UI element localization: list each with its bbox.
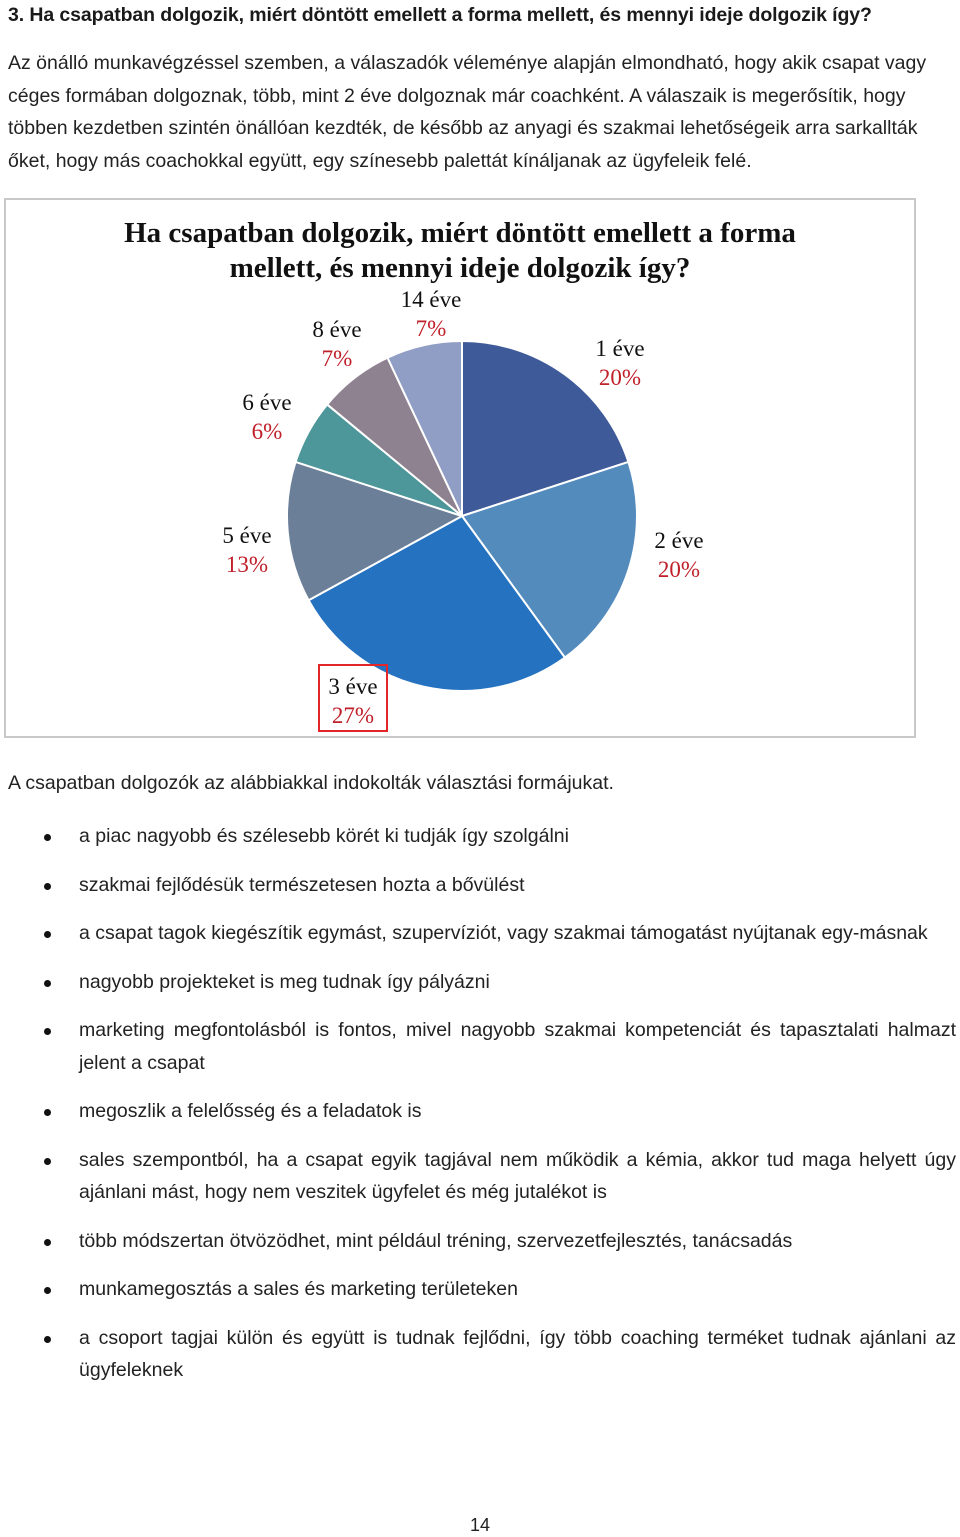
slice-label: 2 éve [654,528,704,553]
pie-slices [287,341,637,691]
pie-chart-panel [4,198,916,738]
list-item [0,1144,960,1209]
list-item-text: több módszertan ötvözödhet, mint például tréning, szervezetfejlesztés, tanácsadás [79,1229,793,1252]
list-item [0,966,960,999]
section-heading: 3. Ha csapatban dolgozik, miért döntött emellett a forma mellett, és mennyi ideje dolgozik így? [8,4,872,26]
list-item-text: munkamegosztás a sales és marketing területeken [79,1278,518,1300]
bullet-icon [44,931,51,938]
slice-label: 14 éve [400,287,462,312]
list-item-text: a csapat tagok kiegészítik egymást, szupervíziót, vagy szakmai támogatást nyújtanak egy-másnak [79,922,928,944]
list-item [0,1225,960,1258]
list-item-text: szakmai fejlődésük természetesen hozta a bővülést [79,873,525,896]
bullet-icon [44,1239,51,1246]
slice-percent-label: 7% [321,346,353,371]
list-item-text: marketing megfontolásból is fontos, mivel nagyobb szakmai kompetenciát és tapasztalati halmazt jelent a csapat [79,1019,956,1074]
bullet-icon [44,834,51,841]
slice-label: 1 éve [595,336,645,361]
bullet-icon [44,883,51,890]
list-item [0,820,960,853]
list-item-text: megoszlik a felelősség és a feladatok is [79,1100,422,1122]
slice-label: 5 éve [222,523,272,548]
intro-paragraph: Az önálló munkavégzéssel szemben, a válaszadók véleménye alapján elmondható, hogy akik csapat vagy céges formában dolgoznak, több, mint 2 éve dolgoznak már coachként. A válaszaik is megerősítik, hogy többen kezdetben szintén önállóan kezdték, de később az anyagi és szakmai lehetőségeik arra sarkallták őket, hogy más coachokkal együtt, egy színesebb palettát kínáljanak az ügyfeleik felé. [8,52,927,172]
slice-label: 8 éve [312,317,362,342]
pie-chart [6,200,914,736]
list-item [0,1273,960,1306]
bullet-icon [44,1287,51,1294]
list-item [0,1095,960,1128]
list-item [0,1014,960,1079]
slice-percent-label: 20% [657,557,701,582]
list-item [0,917,960,950]
slice-percent-label: 20% [598,365,642,390]
bullet-icon [44,980,51,987]
bullet-icon [44,1158,51,1165]
slice-percent-label: 6% [251,419,283,444]
slice-label: 3 éve [328,674,378,699]
bullet-icon [44,1109,51,1116]
list-item [0,1322,960,1387]
reasons-list [0,820,960,1403]
slice-label: 6 éve [242,390,292,415]
bullet-icon [44,1336,51,1343]
page-number: 14 [469,1515,491,1535]
bullet-icon [44,1028,51,1035]
chart-title-line-1: Ha csapatban dolgozik, miért döntött emellett a forma [124,217,796,249]
list-item-text: sales szempontból, ha a csapat egyik tagjával nem működik a kémia, akkor tud maga helyett úgy ajánlani mást, hogy nem veszitek ügyfelet és még jutalékot is [79,1148,956,1203]
slice-percent-label: 27% [331,703,375,728]
reasons-intro: A csapatban dolgozók az alábbiakkal indokolták választási formájukat. [8,772,614,794]
slice-percent-label: 13% [225,552,269,577]
list-item-text: nagyobb projekteket is meg tudnak így pályázni [79,970,490,993]
list-item-text: a csoport tagjai külön és együtt is tudnak fejlődni, így több coaching terméket tudnak ajánlani az ügyfeleknek [79,1326,956,1381]
slice-percent-label: 7% [415,316,447,341]
list-item-text: a piac nagyobb és szélesebb körét ki tudják így szolgálni [79,825,569,847]
chart-title-line-2: mellett, és mennyi ideje dolgozik így? [229,252,691,284]
list-item [0,869,960,902]
